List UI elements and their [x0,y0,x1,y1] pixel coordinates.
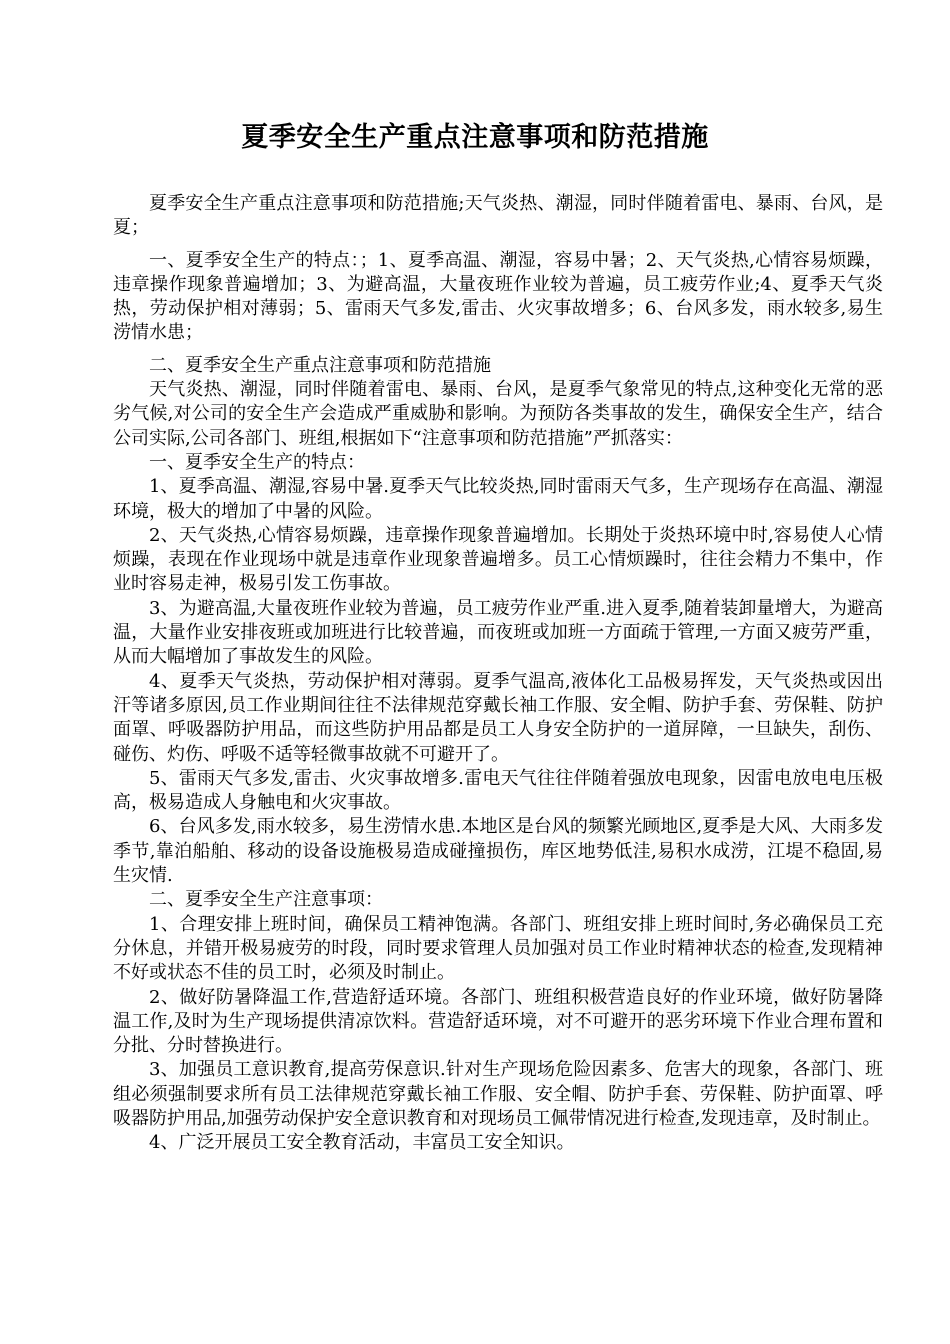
paragraph: 2、做好防暑降温工作,营造舒适环境。各部门、班组积极营造良好的作业环境，做好防暑降温工作,及时为生产现场提供清凉饮料。营造舒适环境，对不可避开的恶劣环境下作业合理布置和分批、分时替换进行。 [113,986,883,1057]
paragraph: 1、夏季高温、潮湿,容易中暑.夏季天气比较炎热,同时雷雨天气多，生产现场存在高温、潮湿环境，极大的增加了中暑的风险。 [113,476,883,522]
paragraph: 天气炎热、潮湿，同时伴随着雷电、暴雨、台风，是夏季气象常见的特点,这种变化无常的恶劣气候,对公司的安全生产会造成严重威胁和影响。为预防各类事故的发生，确保安全生产，结合公司实际,公司各部门、班组,根据如下“注意事项和防范措施”严抓落实： [113,379,883,449]
paragraph: 4、夏季天气炎热，劳动保护相对薄弱。夏季气温高,液体化工品极易挥发，天气炎热或因出汗等诸多原因,员工作业期间往往不法律规范穿戴长袖工作服、安全帽、防护手套、劳保鞋、防护面罩、呼吸器防护用品，而这些防护用品都是员工人身安全防护的一道屏障，一旦缺失，刮伤、碰伤、灼伤、呼吸不适等轻微事故就不可避开了。 [113,670,883,765]
paragraph: 二、夏季安全生产重点注意事项和防范措施 [149,354,491,376]
paragraph: 3、为避高温,大量夜班作业较为普遍，员工疲劳作业严重.进入夏季,随着装卸量增大，为避高温，大量作业安排夜班或加班进行比较普遍，而夜班或加班一方面疏于管理,一方面又疲劳严重，从而大幅增加了事故发生的风险。 [113,597,883,668]
paragraph: 一、夏季安全生产的特点：；1、夏季高温、潮湿，容易中暑；2、天气炎热,心情容易烦躁，违章操作现象普遍增加；3、为避高温，大量夜班作业较为普遍，员工疲劳作业;4、夏季天气炎热，劳动保护相对薄弱；5、雷雨天气多发,雷击、火灾事故增多；6、台风多发，雨水较多,易生涝情水患； [113,249,883,344]
document-title: 夏季安全生产重点注意事项和防范措施 [241,122,709,153]
document-body [113,192,883,1156]
paragraph: 5、雷雨天气多发,雷击、火灾事故增多.雷电天气往往伴随着强放电现象，因雷电放电电压极高，极易造成人身触电和火灾事故。 [113,767,883,814]
paragraph: 6、台风多发,雨水较多，易生涝情水患.本地区是台风的频繁光顾地区,夏季是大风、大雨多发季节,靠泊船舶、移动的设备设施极易造成碰撞损伤，库区地势低洼,易积水成涝，江堤不稳固,易生灾情. [113,816,883,887]
paragraph: 一、夏季安全生产的特点： [149,451,365,473]
paragraph: 二、夏季安全生产注意事项： [149,889,383,911]
paragraph: 2、天气炎热,心情容易烦躁，违章操作现象普遍增加。长期处于炎热环境中时,容易使人心情烦躁，表现在作业现场中就是违章作业现象普遍增多。员工心情烦躁时，往往会精力不集中，作业时容易走神，极易引发工伤事故。 [113,524,883,595]
paragraph: 夏季安全生产重点注意事项和防范措施;天气炎热、潮湿，同时伴随着雷电、暴雨、台风，是夏； [113,193,883,239]
paragraph: 4、广泛开展员工安全教育活动，丰富员工安全知识。 [149,1132,575,1154]
paragraph: 3、加强员工意识教育,提高劳保意识.针对生产现场危险因素多、危害大的现象，各部门、班组必须强制要求所有员工法律规范穿戴长袖工作服、安全帽、防护手套、劳保鞋、防护面罩、呼吸器防护用品,加强劳动保护安全意识教育和对现场员工佩带情况进行检查,发现违章，及时制止。 [113,1059,883,1129]
paragraph: 1、合理安排上班时间，确保员工精神饱满。各部门、班组安排上班时间时,务必确保员工充分休息，并错开极易疲劳的时段，同时要求管理人员加强对员工作业时精神状态的检查,发现精神不好或状态不佳的员工时，必须及时制止。 [113,913,883,984]
